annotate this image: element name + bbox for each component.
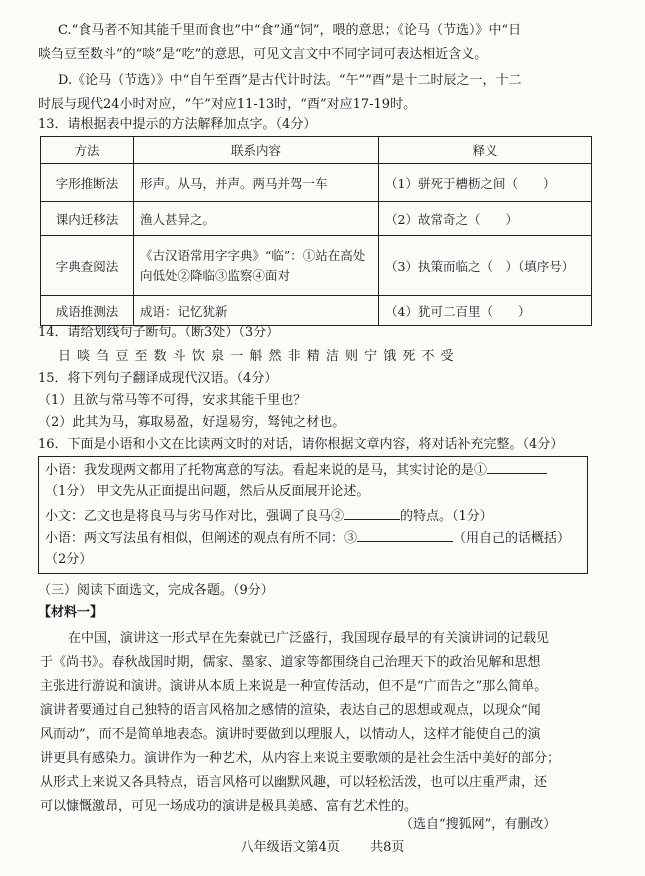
row-content: 成语：记忆犹新 xyxy=(134,296,379,326)
table-row xyxy=(41,236,592,296)
table-header-content: 联系内容 xyxy=(134,137,379,164)
q15-sentence-1: （1）且欲与常马等不可得，安求其能千里也？ xyxy=(38,393,307,408)
option-d-line1: D.《论马（节选）》中“自午至酉”是古代计时法。“午”“酉”是十二时辰之一，十二 xyxy=(58,73,522,88)
row-content: 渔人甚异之。 xyxy=(134,202,379,236)
row-meaning[interactable]: （4）犹可二百里（ ） xyxy=(379,296,592,326)
section3-title: （三）阅读下面选文，完成各题。（9分） xyxy=(38,583,274,598)
material-source: （选自“搜狐网”，有删改） xyxy=(400,817,557,832)
table-row xyxy=(41,164,592,202)
dialogue-text: 的特点。（1分） xyxy=(400,509,493,524)
row-meaning[interactable]: （3）执策而临之（ ）（填序号） xyxy=(379,236,592,296)
dialogue-text: 小语：两文写法虽有相似，但阐述的观点有所不同：③ xyxy=(45,531,358,546)
q15-prompt: 15．将下列句子翻译成现代汉语。（4分） xyxy=(38,371,278,386)
table-row xyxy=(41,296,592,326)
row-meaning[interactable]: （2）故常奇之（ ） xyxy=(379,202,592,236)
material-label: 【材料一】 xyxy=(38,605,104,620)
material-paragraph-line: 于《尚书》。春秋战国时期，儒家、墨家、道家等都围绕自己治理天下的政治见解和思想 xyxy=(40,655,541,670)
dialogue-text: 小文：乙文也是将良马与劣马作对比，强调了良马② xyxy=(45,509,345,524)
option-c-line2: 啖刍豆至数斗”的“啖”是“吃”的意思，可见文言文中不同字词可表达相近含义。 xyxy=(38,47,488,62)
dialogue-line-3 xyxy=(45,507,493,526)
material-paragraph-line: 讲更具有感染力。演讲作为一种艺术，从内容上来说主要歌颂的是社会生活中美好的部分； xyxy=(40,751,561,766)
dialogue-line-4 xyxy=(45,529,570,548)
answer-blank-2[interactable] xyxy=(344,507,400,520)
dialogue-box xyxy=(38,456,588,574)
row-content: 《古汉语常用字字典》“临”：①站在高处向低处②降临③监察④面对 xyxy=(134,236,379,296)
footer-total-pages: 共8页 xyxy=(370,840,405,855)
dialogue-line-1 xyxy=(45,461,547,480)
material-paragraph-line: 风而动”，而不是简单地表态。演讲时要做到以理服人，以情动人，这样才能使自己的演 xyxy=(40,727,541,742)
table-header-meaning: 释义 xyxy=(379,137,592,164)
material-paragraph-line: 可以慷慨激昂，可见一场成功的演讲是极具美感、富有艺术性的。 xyxy=(40,799,418,814)
material-paragraph-line: 从形式上来说又各具特点，语言风格可以幽默风趣，可以轻松活泼，也可以庄重严肃，还 xyxy=(40,775,548,790)
dialogue-line-2: （1分） 甲文先从正面提出问题，然后从反面展开论述。 xyxy=(45,484,370,499)
q13-prompt: 13．请根据表中提示的方法解释加点字。（4分） xyxy=(38,117,317,132)
q16-prompt: 16．下面是小语和小文在比读两文时的对话，请你根据文章内容，将对话补充完整。（4分） xyxy=(38,437,564,452)
dialogue-line-5: （2分） xyxy=(45,552,93,567)
footer-page-number: 八年级语文第4页 xyxy=(240,840,340,855)
material-paragraph-line: 在中国，演讲这一形式早在先秦就已广泛盛行，我国现存最早的有关演讲词的记载见 xyxy=(68,631,550,646)
material-paragraph-line: 主张进行游说和演讲。演讲从本质上来说是一种宣传活动，但不是“广而告之”那么简单。 xyxy=(40,679,548,694)
q14-sentence: 日 啖 刍 豆 至 数 斗 饮 泉 一 斛 然 非 精 洁 则 宁 饿 死 不 受 xyxy=(58,349,455,364)
q15-sentence-2: （2）此其为马，寡取易盈，好逞易穷，驽钝之材也。 xyxy=(38,415,346,430)
page-footer xyxy=(0,836,645,855)
table-row xyxy=(41,202,592,236)
answer-blank-3[interactable] xyxy=(357,529,453,542)
row-method: 字典查阅法 xyxy=(41,236,134,296)
table-header-method: 方法 xyxy=(41,137,134,164)
answer-blank-1[interactable] xyxy=(487,461,547,474)
dialogue-text: （用自己的话概括） xyxy=(453,531,571,546)
material-paragraph-line: 演讲者要通过自己独特的语言风格加之感情的渲染，表达自己的思想或观点，以现众“闻 xyxy=(40,703,541,718)
row-content: 形声。从马，并声。两马并驾一车 xyxy=(134,164,379,202)
option-d-line2: 时辰与现代24小时对应，“午”对应11-13时，“酉”对应17-19时。 xyxy=(38,97,417,112)
dialogue-text: 小语：我发现两文都用了托物寓意的写法。看起来说的是马，其实讨论的是① xyxy=(45,463,488,478)
q14-prompt: 14．请给划线句子断句。（断3处）（3分） xyxy=(38,325,280,340)
table-header-row xyxy=(41,137,592,164)
q13-table xyxy=(40,136,592,326)
row-method: 成语推测法 xyxy=(41,296,134,326)
row-method: 字形推断法 xyxy=(41,164,134,202)
row-method: 课内迁移法 xyxy=(41,202,134,236)
row-meaning[interactable]: （1）骈死于槽枥之间（ ） xyxy=(379,164,592,202)
option-c-line1: C.“食马者不知其能千里而食也”中“食”通“饲”，喂的意思；《论马（节选）》中“日 xyxy=(58,23,522,38)
